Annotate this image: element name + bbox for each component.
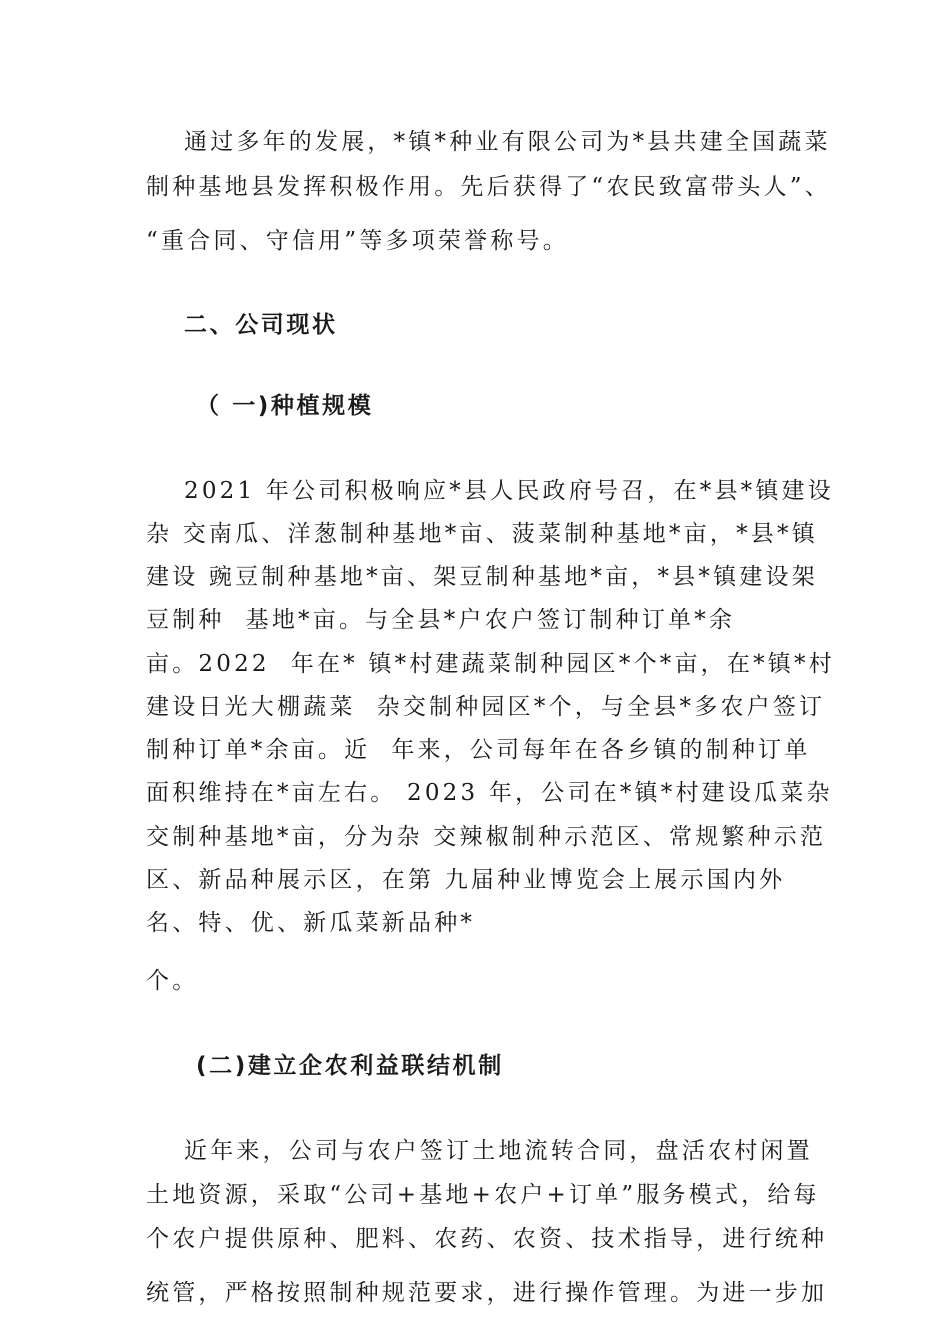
subsection-1-line-10: 区、新品种展示区，在第 九届种业博览会上展示国内外 <box>146 867 786 893</box>
subsection-1-line-12: 个。 <box>146 968 199 994</box>
subsection-1-line-3: 建设 豌豆制种基地*亩、架豆制种基地*亩，*县*镇建设架 <box>146 564 818 590</box>
section-title: 二、公司现状 <box>184 312 338 338</box>
subsection-1-line-11: 名、特、优、新瓜菜新品种* <box>146 910 476 936</box>
subsection-2-line-2: 土地资源，采取“公司+基地+农户+订单”服务模式，给每 <box>146 1182 820 1208</box>
intro-line-2: 制种基地县发挥积极作用。先后获得了“农民致富带头人”、 <box>146 174 831 200</box>
subsection-2-line-3: 个农户提供原种、肥料、农药、农资、技术指导，进行统种 <box>146 1226 828 1252</box>
subsection-2-line-1: 近年来，公司与农户签订土地流转合同，盘活农村闲置 <box>184 1138 813 1164</box>
subsection-1-line-4: 豆制种 基地*亩。与全县*户农户签订制种订单*余 <box>146 607 736 633</box>
subsection-2-title: (二)建立企农利益联结机制 <box>196 1053 504 1079</box>
subsection-1-line-9: 交制种基地*亩，分为杂 交辣椒制种示范区、常规繁种示范 <box>146 824 827 850</box>
intro-line-3: “重合同、守信用”等多项荣誉称号。 <box>146 228 569 254</box>
subsection-1-line-6: 建设日光大棚蔬菜 杂交制种园区*个，与全县*多农户签订 <box>146 694 826 720</box>
subsection-1-line-7: 制种订单*余亩。近 年来，公司每年在各乡镇的制种订单 <box>146 737 811 763</box>
subsection-1-title: （ 一)种植规模 <box>196 393 374 419</box>
subsection-2-line-4: 统管，严格按照制种规范要求，进行操作管理。为进一步加 <box>146 1280 828 1306</box>
subsection-1-line-8: 面积维持在*亩左右。 2023 年，公司在*镇*村建设瓜菜杂 <box>146 780 833 806</box>
intro-line-1: 通过多年的发展，*镇*种业有限公司为*县共建全国蔬菜 <box>184 129 831 155</box>
subsection-1-line-5: 亩。2022 年在* 镇*村建蔬菜制种园区*个*亩，在*镇*村 <box>146 651 835 677</box>
subsection-1-line-2: 杂 交南瓜、洋葱制种基地*亩、菠菜制种基地*亩，*县*镇 <box>146 521 818 547</box>
subsection-1-line-1: 2021 年公司积极响应*县人民政府号召，在*县*镇建设 <box>184 478 834 504</box>
